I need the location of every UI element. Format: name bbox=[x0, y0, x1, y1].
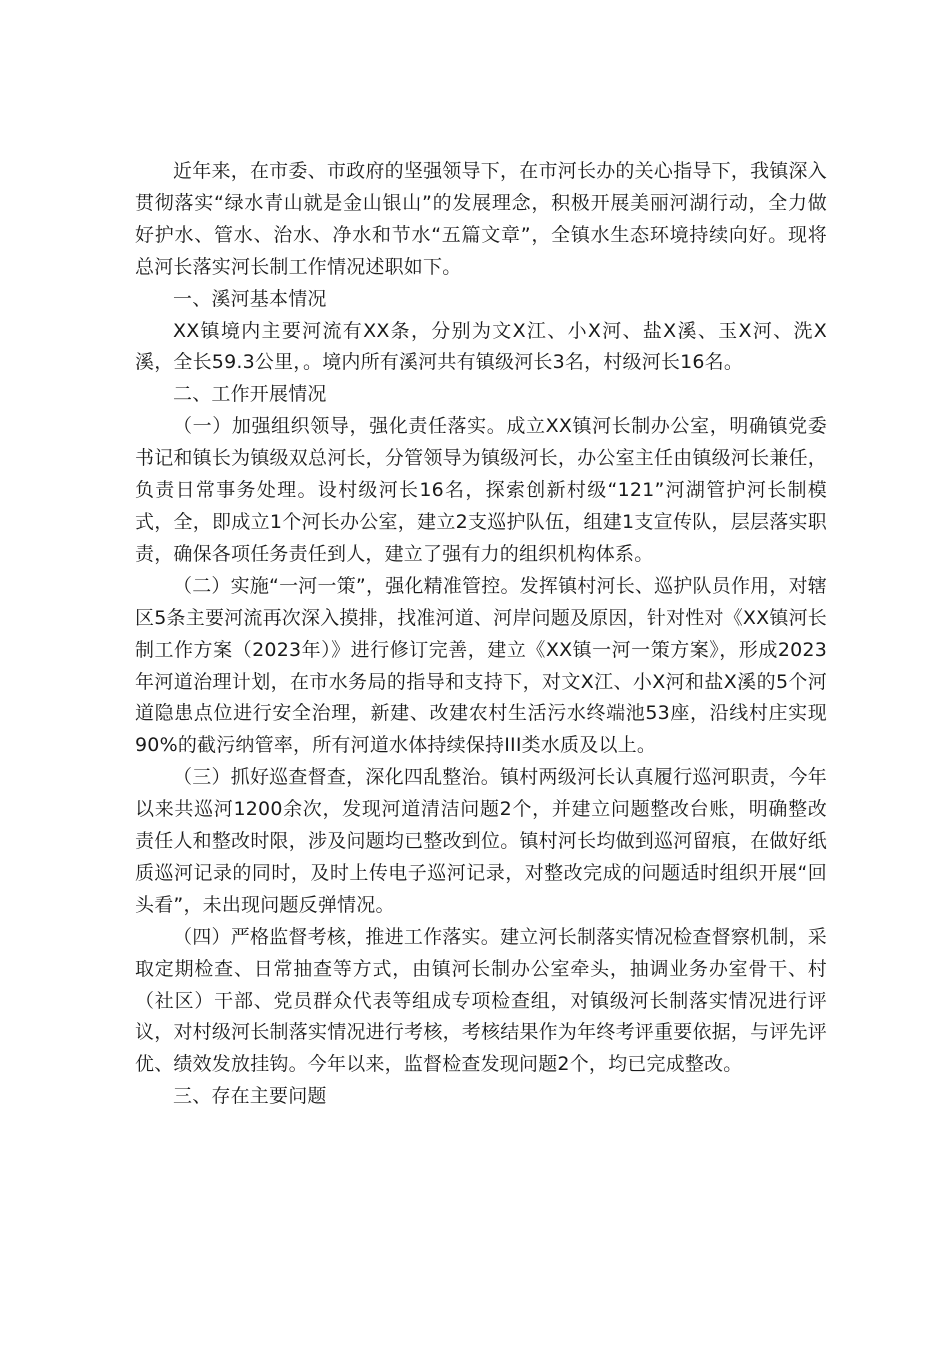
work-item-1-paragraph: （一）加强组织领导，强化责任落实。成立XX镇河长制办公室，明确镇党委书记和镇长为镇级双总河长，分管领导为镇级河长，办公室主任由镇级河长兼任，负责日常事务处理。设村级河长16名，探索创新村级“121”河湖管护河长制模式，全，即成立1个河长办公室，建立2支巡护队伍，组建1支宣传队，层层落实职责，确保各项任务责任到人，建立了强有力的组织机构体系。 bbox=[135, 415, 827, 565]
work-item-4-paragraph: （四）严格监督考核，推进工作落实。建立河长制落实情况检查督察机制，采取定期检查、日常抽查等方式，由镇河长制办公室牵头，抽调业务办室骨干、村（社区）干部、党员群众代表等组成专项检查组，对镇级河长制落实情况进行评议，对村级河长制落实情况进行考核，考核结果作为年终考评重要依据，与评先评优、绩效发放挂钩。今年以来，监督检查发现问题2个，均已完成整改。 bbox=[135, 925, 827, 1076]
work-item-3-paragraph: （三）抓好巡查督查，深化四乱整治。镇村两级河长认真履行巡河职责，今年以来共巡河1200余次，发现河道清洁问题2个，并建立问题整改台账，明确整改责任人和整改时限，涉及问题均已整改到位。镇村河长均做到巡河留痕，在做好纸质巡河记录的同时，及时上传电子巡河记录，对整改完成的问题适时组织开展“回头看”，未出现问题反弹情况。 bbox=[135, 766, 827, 916]
intro-paragraph: 近年来，在市委、市政府的坚强领导下，在市河长办的关心指导下，我镇深入贯彻落实“绿水青山就是金山银山”的发展理念，积极开展美丽河湖行动，全力做好护水、管水、治水、净水和节水“五篇文章”，全镇水生态环境持续向好。现将总河长落实河长制工作情况述职如下。 bbox=[135, 160, 827, 278]
work-item-2-paragraph: （二）实施“一河一策”，强化精准管控。发挥镇村河长、巡护队员作用，对辖区5条主要河流再次深入摸排，找准河道、河岸问题及原因，针对性对《XX镇河长制工作方案（2023年）》进行修订完善，建立《XX镇一河一策方案》，形成2023年河道治理计划，在市水务局的指导和支持下，对文X江、小X河和盐X溪的5个河道隐患点位进行安全治理，新建、改建农村生活污水终端池53座，沿线村庄实现90%的截污纳管率，所有河道水体持续保持III类水质及以上。 bbox=[135, 574, 827, 757]
section-heading-work-progress: 二、工作开展情况 bbox=[173, 383, 327, 406]
document-body bbox=[135, 156, 827, 1113]
section-heading-basic-info: 一、溪河基本情况 bbox=[173, 287, 327, 310]
section-heading-main-problems: 三、存在主要问题 bbox=[173, 1085, 327, 1108]
basic-info-paragraph: XX镇境内主要河流有XX条，分别为文X江、小X河、盐X溪、玉X河、洗X溪，全长59.3公里，。境内所有溪河共有镇级河长3名，村级河长16名。 bbox=[135, 319, 827, 374]
